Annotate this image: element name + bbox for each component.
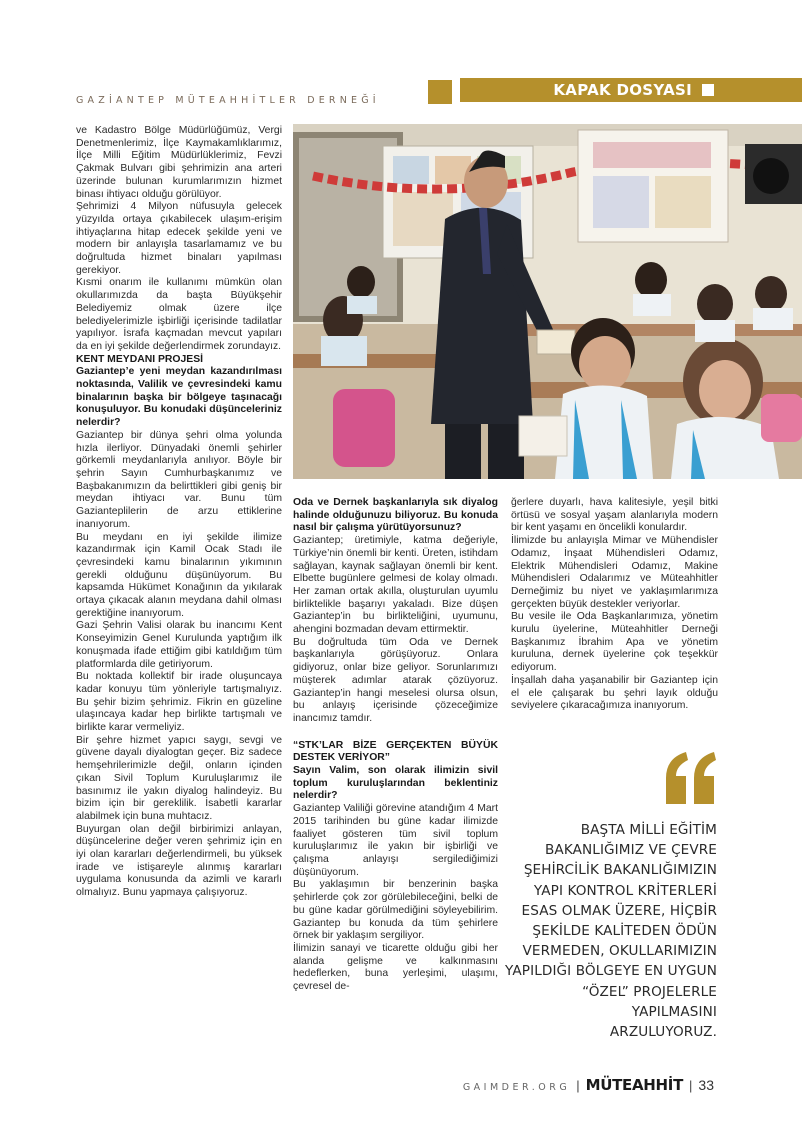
paragraph: Gazi Şehrin Valisi olarak bu inancımı Kent Konseyimizin Genel Kurulunda yaptığım ilk konuşmada ifade ettiğim gibi katıldığım tüm platformlarda dile getiriyorum.: [76, 620, 282, 670]
paragraph: Bu meydanı en iyi şekilde ilimize kazandırmak için Kamil Ocak Stadı ile çevresindeki kamu binalarının yıkımının gerekli olduğunu düşünüyorum. Bu kapsamda Hükümet Konağının da yıkılarak ortaya çıkacak alanın meydana dahil olması gerektiğine inanıyorum.: [76, 531, 282, 619]
paragraph: Gaziantep bir dünya şehri olma yolunda hızla ilerliyor. Dünyadaki önemli şehirler görkemli meydanlarıyla anılıyor. Böyle bir şehrin Sayın Cumhurbaşkanımız ve Başbakanımızın da belirttikleri gibi geniş bir meydan ihtiyacı var. Bunu tüm Gazianteplilerin de arzu ettiklerine inanıyorum.: [76, 429, 282, 530]
paragraph: Gaziantep; üretimiyle, katma değeriyle, Türkiye’nin önemli bir kenti. Üreten, istihdam sağlayan, kaynak sağlayan önemli bir kent. Elbette bugünlere gelmesi de kolay olmadı. Her zaman ortak akılla, oluşturulan uyumlu birliktelikle başarıyı yakaladı. Bize düşen Gaziantep’in bu birlikteliğini, uyumunu, ahengini bozmadan devam ettirmektir.: [293, 535, 498, 636]
page-footer: [463, 1076, 714, 1094]
section-banner: [460, 78, 802, 102]
paragraph: İlimizin sanayi ve ticarette olduğu gibi her alanda gelişme ve kalkınmasını hedeflerken, buna yerleşimi, ulaşımı, çevresel de-: [293, 942, 498, 993]
paragraph: Kısmi onarım ile kullanımı mümkün olan okullarımızda da başta Büyükşehir Belediyemiz olmak üzere ilçe belediyelerimizle işbirliği içerisinde tadilatlar yapılıyor. İsrafa kaçmadan mevcut yapıları da en iyi şekilde değerlendirmek zorundayız.: [76, 277, 282, 352]
interview-question: Gaziantep’e yeni meydan kazandırılması noktasında, Valilik ve çevresindeki kamu binalarının başka bir bölgeye taşınacağı konuşuluyor. Bu konudaki düşünceleriniz nelerdir?: [76, 366, 282, 429]
pull-quote-line: ŞEKİLDE KALİTEDEN ÖDÜN: [532, 923, 717, 940]
pull-quote-line: ŞEHİRCİLİK BAKANLIĞIMIZIN: [523, 862, 717, 879]
paragraph: Bu yaklaşımın bir benzerinin başka şehirlerde çok zor görülebileceğini, belki de bu güne kadar görülmediğini söyleyebilirim. Gaziantep bu konuda da tüm şehirlere örnek bir yaklaşım sergiliyor.: [293, 879, 498, 942]
pull-quote: [493, 820, 717, 1042]
paragraph: Bir şehre hizmet yapıcı saygı, sevgi ve güvene dayalı diyalogtan geçer. Biz sadece hemşehrilerimizle değil, onların içinden çıkan Sivil Toplum Kuruluşlarımız ile basınımız ile yakın diyalog halindeyiz. Bu bizim için bir gereklilik. İsabetli kararlar alabilmek için buna muhtacız.: [76, 734, 282, 822]
paragraph: İlimizde bu anlayışla Mimar ve Mühendisler Odamız, İnşaat Mühendisleri Odamız, Elektrik Mühendisleri Odamız, Makine Mühendisleri Odalarımız ve Müteahhitler Derneğimiz bu niyet ve yaklaşımlarımıza gerçekten büyük destekler veriyorlar.: [511, 535, 718, 610]
pull-quote-line: BAKANLIĞIMIZ VE ÇEVRE: [545, 842, 717, 859]
paragraph: Bu vesile ile Oda Başkanlarımıza, yönetim kurulu üyelerine, Müteahhitler Derneği Başkanımız İbrahim Apa ve yönetim kuruluna, dernek üyelerine çok teşekkür ediyorum.: [511, 611, 718, 674]
article-column-3: [511, 497, 718, 713]
classroom-photo: [293, 124, 802, 479]
header-organization: GAZİANTEP MÜTEAHHİTLER DERNEĞİ: [76, 95, 380, 106]
section-heading: KENT MEYDANI PROJESİ: [76, 353, 204, 365]
section-heading: “STK’LAR BİZE GERÇEKTEN BÜYÜK DESTEK VERİYOR”: [293, 739, 498, 764]
pull-quote-line: “ÖZEL” PROJELERLE YAPILMASINI: [582, 983, 717, 1020]
paragraph: Bu doğrultuda tüm Oda ve Dernek başkanlarıyla görüşüyoruz. Onlara gidiyoruz, onlar bize geliyor. Sorunlarımızı müşterek adımlar atarak çözüyoruz. Gaziantep’in hangi meselesi olursa olsun, bu anlayış içerisinde çözeceğimize inancımız tamdır.: [293, 636, 498, 724]
pull-quote-line: VERMEDEN, OKULLARIMIZIN: [522, 943, 717, 960]
pull-quote-line: YAPILDIĞI BÖLGEYE EN UYGUN: [505, 963, 717, 980]
website-link[interactable]: GAIMDER.ORG: [462, 1082, 571, 1093]
paragraph: İnşallah daha yaşanabilir bir Gaziantep için el ele çalışarak bu şehri layık olduğu seviyelere çıkaracağımıza inanıyorum.: [511, 674, 718, 712]
pull-quote-line: ARZULUYORUZ.: [609, 1024, 717, 1041]
footer-separator: |: [689, 1078, 693, 1093]
footer-separator: |: [576, 1078, 580, 1093]
paragraph: ve Kadastro Bölge Müdürlüğümüz, Vergi Denetmenlerimiz, İlçe Kaymakamlıklarımız, İlçe Milli Eğitim Müdürlüklerimiz, Fevzi Çakmak Bulvarı gibi şehrimizin ana arteri üzerinde bulunan kurumlarımızın hizmet binası ihtiyacı olduğu görülüyor.: [76, 125, 282, 200]
paragraph: ğerlere duyarlı, hava kalitesiyle, yeşil bitki örtüsü ve sosyal yaşam alanlarıyla modern bir kent yaşamı en öncelikli konulardır.: [511, 497, 718, 534]
magazine-logo: MÜTEAHHİT: [585, 1076, 684, 1094]
article-column-2: [293, 497, 498, 994]
section-square-icon: [702, 84, 714, 96]
paragraph: Şehrimizi 4 Milyon nüfusuyla gelecek yüzyılda ortaya çıkabilecek ulaşım-erişim ihtiyaçlarına hitap edecek şekilde yeni ve modern bir anlayışla tasarlamamız ve bu doğrultuda hizmet binaları yapılması gerekiyor.: [76, 201, 282, 276]
header-accent-square: [428, 80, 452, 104]
pull-quote-line: YAPI KONTROL KRİTERLERİ: [533, 882, 717, 899]
pull-quote-line: BAŞTA MİLLİ EĞİTİM: [580, 822, 717, 838]
section-title: KAPAK DOSYASI: [553, 81, 692, 99]
article-column-1: [76, 125, 282, 900]
quote-mark-icon: [664, 752, 718, 809]
paragraph: Buyurgan olan değil birbirimizi anlayan, düşüncelerine değer veren şehrimiz için en iyi olan kararları değerlendirmeli, bu yüksek irade ve istişareyle alınmış kararları uygulama konusunda da azimli ve kararlı olmalıyız. Bunu yapmaya çalışıyoruz.: [76, 823, 282, 899]
paragraph: Gaziantep Valiliği görevine atandığım 4 Mart 2015 tarihinden bu güne kadar ilimizde faaliyet gösteren tüm sivil toplum kuruluşlarımız ile yakın bir işbirliği ve çalışma anlayışı sergilediğimizi düşünüyorum.: [293, 803, 498, 878]
page-number: 33: [698, 1077, 714, 1093]
paragraph: Bu noktada kollektif bir irade oluşuncaya kadar konuyu tüm yönleriyle tartışmalıyız. Bu şehir bizim şehrimiz. Fikrin en güzeline ulaşıncaya kadar hep birlikte tartışmalı ve birlikte karar vermeliyiz.: [76, 671, 282, 734]
interview-question: Oda ve Dernek başkanlarıyla sık diyalog halinde olduğunuzu biliyoruz. Bu konuda nasıl bir çalışma yürütüyorsunuz?: [293, 497, 498, 534]
interview-question: Sayın Valim, son olarak ilimizin sivil toplum kuruluşlarından beklentiniz nelerdir?: [293, 765, 498, 802]
pull-quote-line: ESAS OLMAK ÜZERE, HİÇBİR: [521, 902, 717, 919]
